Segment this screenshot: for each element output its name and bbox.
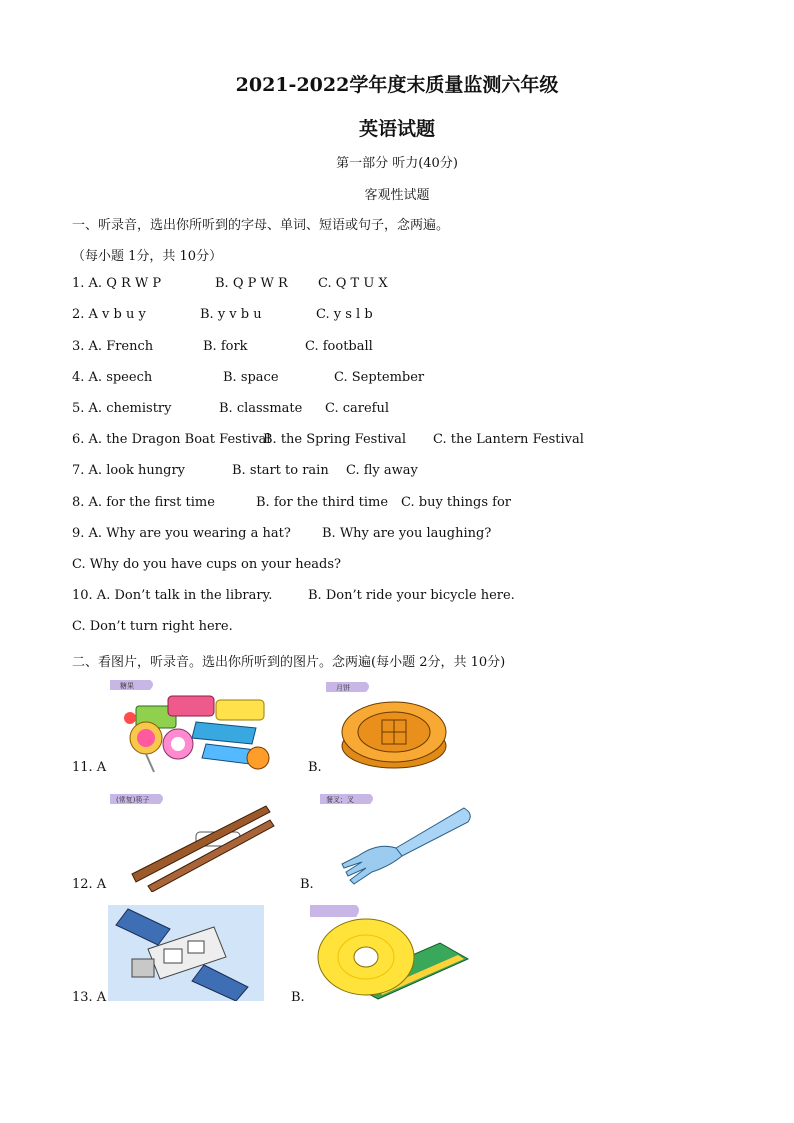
section2-instruction: 二、看图片，听录音。选出你所听到的图片。念两遍(每小题 2分，共 10分) xyxy=(72,655,506,670)
option-c: C. football xyxy=(305,339,373,354)
exam-title: 2021-2022学年度末质量监测六年级 xyxy=(235,74,559,96)
option-a: 9. A. Why are you wearing a hat? xyxy=(72,526,291,541)
mooncake-picture xyxy=(322,680,462,774)
option-a: 2. A v b u y xyxy=(72,307,146,322)
cd-picture xyxy=(308,903,472,1001)
option-c: C. y s l b xyxy=(316,307,373,322)
option-a: 1. A. Q R W P xyxy=(72,276,162,291)
option-b: B. for the third time xyxy=(256,495,389,510)
q13-label-a: 13. A xyxy=(72,990,107,1005)
q12-label-b: B. xyxy=(300,877,314,892)
svg-text:糖果: 糖果 xyxy=(120,682,134,690)
space-station-picture xyxy=(108,905,264,1001)
svg-text:月饼: 月饼 xyxy=(336,684,350,692)
option-b: B. y v b u xyxy=(200,307,262,322)
option-b: B. Don’t ride your bicycle here. xyxy=(308,588,515,603)
q12-label-a: 12. A xyxy=(72,877,107,892)
option-a: 10. A. Don’t talk in the library. xyxy=(72,588,273,603)
option-a: 6. A. the Dragon Boat Festival xyxy=(72,432,271,447)
option-b: B. Q P W R xyxy=(215,276,288,291)
section1-instruction: 一、听录音，选出你所听到的字母、单词、短语或句子，念两遍。 xyxy=(72,218,450,233)
option-c: C. Why do you have cups on your heads? xyxy=(72,557,341,572)
option-a: 7. A. look hungry xyxy=(72,463,186,478)
option-c: C. Q T U X xyxy=(318,276,388,291)
option-c: C. Don’t turn right here. xyxy=(72,619,233,634)
option-a: 3. A. French xyxy=(72,339,154,354)
option-b: B. Why are you laughing? xyxy=(322,526,492,541)
chopsticks-picture xyxy=(108,792,276,892)
svg-text:餐叉；叉: 餐叉；叉 xyxy=(326,796,354,804)
fork-picture xyxy=(318,792,474,886)
option-a: 5. A. chemistry xyxy=(72,401,172,416)
section-type-heading: 客观性试题 xyxy=(364,188,430,203)
option-c: C. the Lantern Festival xyxy=(433,432,584,447)
option-b: B. start to rain xyxy=(232,463,329,478)
subject-title: 英语试题 xyxy=(358,118,435,140)
option-b: B. classmate xyxy=(219,401,303,416)
svg-text:(常复)筷子: (常复)筷子 xyxy=(116,796,150,804)
option-a: 4. A. speech xyxy=(72,370,153,385)
q13-label-b: B. xyxy=(291,990,305,1005)
option-c: C. September xyxy=(334,370,425,385)
option-a: 8. A. for the first time xyxy=(72,495,215,510)
option-c: C. fly away xyxy=(346,463,418,478)
part-heading: 第一部分 听力(40分) xyxy=(336,156,458,171)
section1-scoring: （每小题 1分，共 10分） xyxy=(72,249,223,264)
option-b: B. space xyxy=(223,370,279,385)
candy-picture xyxy=(106,678,286,774)
q11-label-b: B. xyxy=(308,760,322,775)
option-b: B. fork xyxy=(203,339,248,354)
option-c: C. buy things for xyxy=(401,495,512,510)
q11-label-a: 11. A xyxy=(72,760,107,775)
option-c: C. careful xyxy=(325,401,390,416)
option-b: B. the Spring Festival xyxy=(263,432,406,447)
